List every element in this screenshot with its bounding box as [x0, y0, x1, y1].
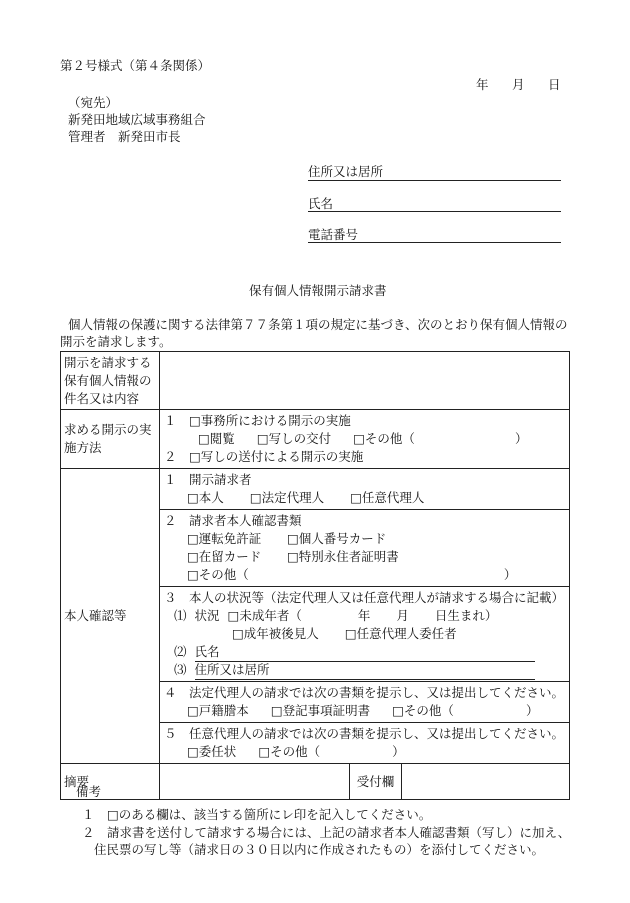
intro-line-1: 個人情報の保護に関する法律第７７条第１項の規定に基づき、次のとおり保有個人情報の	[68, 317, 568, 332]
method-mail-checkbox[interactable]: ２ □写しの送付による開示の実施	[164, 449, 364, 464]
note-2-line-2: 住民票の写し等（請求日の３０日以内に作成されたもの）を添付してください。	[94, 842, 545, 857]
requester-legal-checkbox[interactable]: □法定代理人	[249, 490, 325, 505]
doc-other-checkbox[interactable]: □その他（	[187, 567, 249, 582]
legal-registry-checkbox[interactable]: □登記事項証明書	[270, 703, 371, 718]
requested-info-field[interactable]	[160, 352, 570, 410]
date-year-label: 年	[476, 77, 489, 92]
addressee-manager: 管理者 新発田市長	[68, 129, 181, 144]
doc-residence-checkbox[interactable]: □在留カード	[187, 549, 262, 564]
date-month-label: 月	[512, 77, 525, 92]
note-1: １ □のある欄は、該当する箇所にレ印を記入してください。	[82, 807, 432, 822]
addressee-org: 新発田地域広域事務組合	[68, 112, 206, 127]
voluntary-other-checkbox[interactable]: □その他（	[258, 744, 321, 759]
method-office-checkbox[interactable]: １ □事務所における開示の実施	[164, 413, 351, 428]
label-identity: 本人確認等	[61, 469, 160, 764]
row-identity	[61, 469, 570, 764]
intro-line-2: 開示を請求します。	[60, 334, 172, 349]
voluntary-proxy-checkbox[interactable]: □委任状	[187, 744, 237, 759]
document-title: 保有個人情報開示請求書	[249, 283, 387, 298]
note-2-line-1: ２ 請求書を送付して請求する場合には、上記の請求者本人確認書類（写し）に加え、	[82, 825, 571, 840]
doc-special-checkbox[interactable]: □特別永住者証明書	[287, 549, 399, 564]
opt-other-checkbox[interactable]: □その他（	[353, 431, 415, 446]
requester-voluntary-checkbox[interactable]: □任意代理人	[350, 490, 425, 505]
phone-label: 電話番号	[308, 227, 359, 242]
row-disclosure-method: 求める開示の実 施方法 １ □事務所における開示の実施 □閲覧 □写しの交付 □その他（ ） ２ □写しの送付による開示の実施	[61, 410, 570, 469]
address-label: 住所又は居所	[308, 164, 384, 179]
section-legal-docs: ４ 法定代理人の請求では次の書類を提示し、又は提出してください。 □戸籍謄本 □登記事項証明書 □その他（ ）	[160, 681, 569, 722]
section-id-documents: ２ 請求者本人確認書類 □運転免許証 □個人番号カード □在留カード □特別永住者証明書 □その他（ ）	[160, 509, 569, 586]
notes-title: 備考	[76, 784, 102, 799]
doc-license-checkbox[interactable]: □運転免許証	[187, 531, 262, 546]
status-ward-checkbox[interactable]: □成年被後見人	[232, 626, 319, 641]
remarks-field[interactable]	[160, 764, 350, 800]
label-received: 受付欄	[350, 764, 402, 800]
address-field-line[interactable]	[308, 180, 561, 181]
section-requester-type: １ 開示請求者 □本人 □法定代理人 □任意代理人	[164, 472, 425, 505]
principal-name-field[interactable]: 氏名	[195, 643, 535, 662]
label-requested-info: 開示を請求する 保有個人情報の 件名又は内容	[61, 352, 160, 410]
name-label: 氏名	[308, 196, 334, 211]
requester-self-checkbox[interactable]: □本人	[187, 490, 224, 505]
received-field[interactable]	[402, 764, 570, 800]
status-delegator-checkbox[interactable]: □任意代理人委任者	[344, 626, 457, 641]
form-number: 第２号様式（第４条関係）	[60, 58, 211, 73]
principal-address-field[interactable]: 住所又は居所	[195, 661, 535, 680]
label-disclosure-method: 求める開示の実 施方法	[61, 410, 160, 469]
row-requested-info	[61, 352, 570, 410]
legal-koseki-checkbox[interactable]: □戸籍謄本	[187, 703, 249, 718]
section-voluntary-docs: ５ 任意代理人の請求では次の書類を提示し、又は提出してください。 □委任状 □その他（ ）	[160, 722, 569, 763]
date-day-label: 日	[548, 77, 561, 92]
addressee-prefix: （宛先）	[68, 95, 119, 110]
section-principal-status: ３ 本人の状況等（法定代理人又は任意代理人が請求する場合に記載） ⑴ 状況 □未成年者（ 年 月 日生まれ） □成年被後見人 □任意代理人委任者 ⑵ 氏名 ⑶ 住所又は居所	[160, 586, 569, 681]
phone-field-line[interactable]	[308, 242, 561, 243]
opt-copy-checkbox[interactable]: □写しの交付	[256, 431, 332, 446]
label-remarks: 摘要	[61, 764, 160, 800]
name-field-line[interactable]	[308, 211, 561, 212]
legal-other-checkbox[interactable]: □その他（	[392, 703, 454, 718]
status-minor-checkbox[interactable]: □未成年者（	[227, 608, 302, 623]
opt-view-checkbox[interactable]: □閲覧	[198, 431, 235, 446]
row-remarks	[61, 764, 570, 800]
doc-mynumber-checkbox[interactable]: □個人番号カード	[287, 531, 387, 546]
request-form-table	[60, 351, 570, 800]
